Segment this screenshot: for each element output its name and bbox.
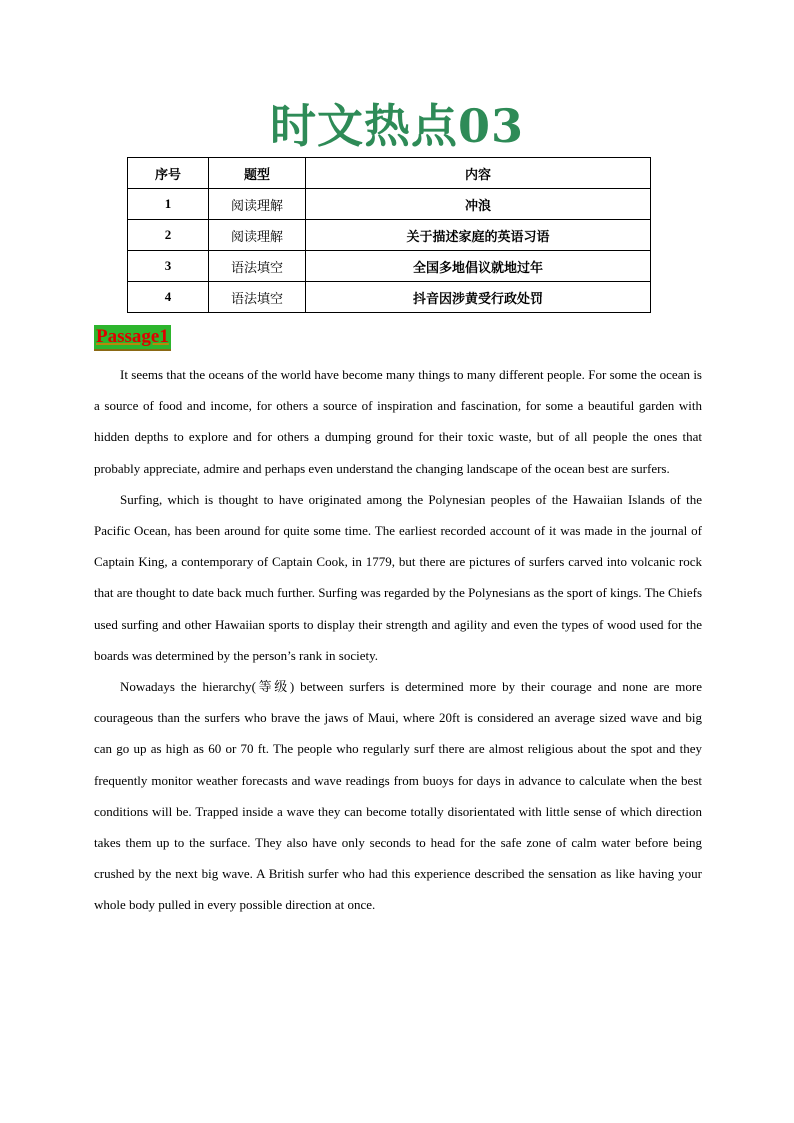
table-row [128,189,651,220]
row-content: 关于描述家庭的英语习语 [306,220,651,251]
paragraph: It seems that the oceans of the world have become many things to many different people. For some the ocean is a source of food and income, for others a source of inspiration and fascination, for some a beautiful garden with hidden depths to explore and for others a dumping ground for their toxic waste, but of all people the ones that probably appreciate, admire and perhaps even understand the changing landscape of the ocean best are surfers. [94,367,702,476]
table-header-row [128,158,651,189]
row-content: 全国多地倡议就地过年 [306,251,651,282]
table-row [128,220,651,251]
table-row [128,282,651,313]
table-row [128,251,651,282]
contents-table [127,157,651,313]
row-content: 冲浪 [306,189,651,220]
header-content: 内容 [306,158,651,189]
row-number: 3 [128,251,209,282]
header-number: 序号 [128,158,209,189]
row-number: 2 [128,220,209,251]
header-question-type: 题型 [209,158,306,189]
page-title: 时文热点03 [269,99,524,153]
row-number: 1 [128,189,209,220]
row-question-type: 阅读理解 [209,189,306,220]
passage-label: Passage1 [94,325,171,351]
row-question-type: 语法填空 [209,282,306,313]
passage-body [94,359,702,921]
paragraph: Surfing, which is thought to have originated among the Polynesian peoples of the Hawaiian Islands of the Pacific Ocean, has been around for quite some time. The earliest recorded account of it was made in the journal of Captain King, a contemporary of Captain Cook, in 1779, but there are pictures of surfers carved into volcanic rock that are thought to date back much further. Surfing was regarded by the Polynesians as the sport of kings. The Chiefs used surfing and other Hawaiian sports to display their strength and agility and even the types of wood used for the boards was determined by the person’s rank in society. [94,491,702,663]
row-question-type: 阅读理解 [209,220,306,251]
row-question-type: 语法填空 [209,251,306,282]
row-content: 抖音因涉黄受行政处罚 [306,282,651,313]
paragraph: Nowadays the hierarchy(等级) between surfers is determined more by their courage and none are more courageous than the surfers who brave the jaws of Maui, where 20ft is considered an average sized wave and big can go up as high as 60 or 70 ft. The people who regularly surf there are almost religious about the spot and they frequently monitor weather forecasts and wave readings from buoys for days in advance to calculate when the best conditions will be. Trapped inside a wave they can become totally disorientated with little sense of which direction takes them up to the surface. They also have only seconds to head for the safe zone of calm water before being crushed by the next big wave. A British surfer who had this experience described the sensation as like having your whole body pulled in every possible direction at once. [94,679,702,913]
row-number: 4 [128,282,209,313]
